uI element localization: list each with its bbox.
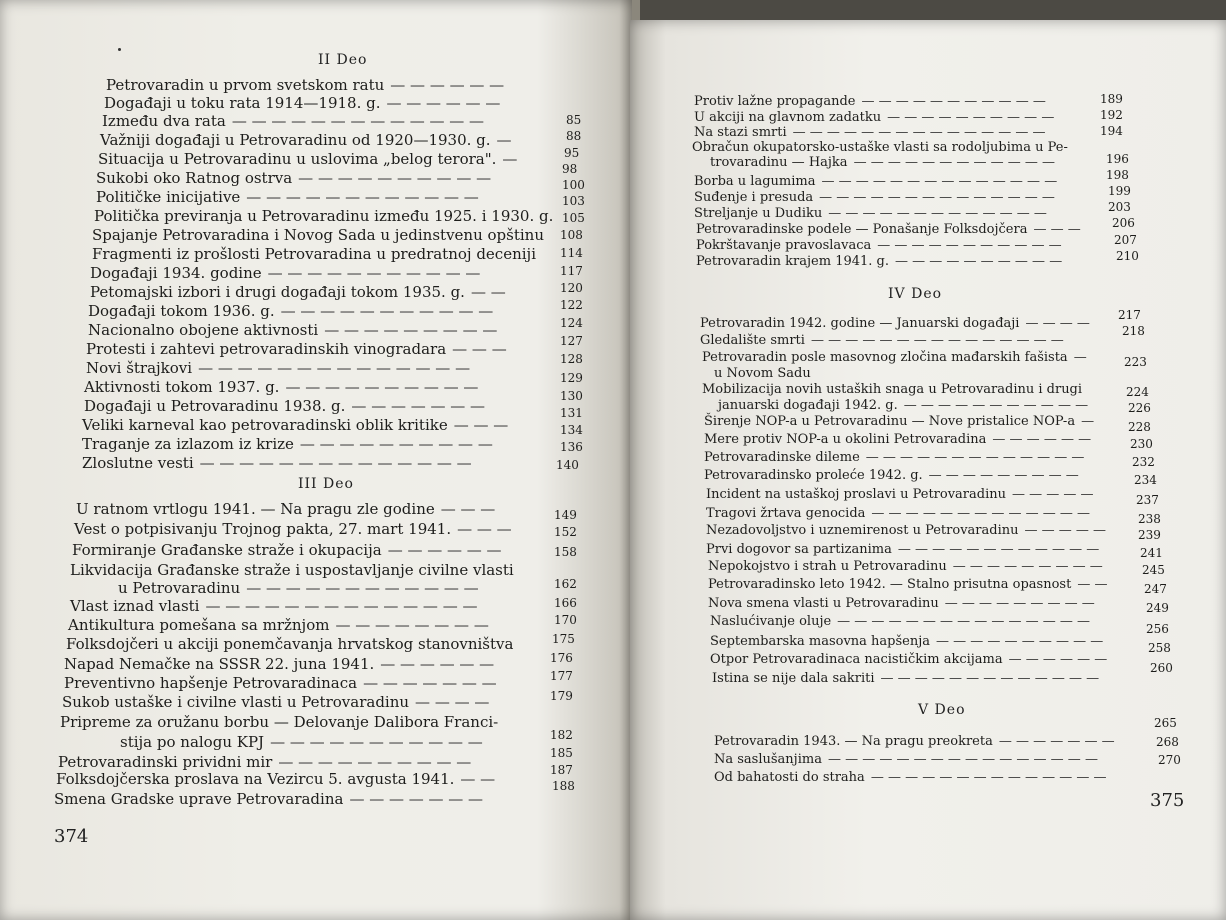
toc-page-number: 239 bbox=[1138, 528, 1161, 542]
leader-dashes: — — — — — — — — — — — — bbox=[246, 188, 479, 206]
leader-dashes: — — — — — — — — — — — — bbox=[246, 579, 479, 597]
toc-page-number: 149 bbox=[554, 508, 577, 522]
toc-entry-title: Širenje NOP-a u Petrovaradinu — Nove pristalice NOP-a bbox=[704, 414, 1076, 429]
toc-entry-title: Situacija u Petrovaradinu u uslovima „belog terora". bbox=[98, 150, 497, 168]
toc-page-number: 98 bbox=[562, 162, 578, 176]
toc-entry bbox=[702, 382, 1082, 397]
leader-dashes: — — — — — — — bbox=[349, 790, 484, 808]
toc-entry-title: Novi štrajkovi bbox=[86, 359, 193, 377]
leader-dashes: — — — — — — — — — — bbox=[299, 435, 493, 453]
leader-dashes: — — — — — — — — — — — — — — — bbox=[792, 125, 1046, 140]
toc-entry-title: Istina se nije dala sakriti bbox=[712, 671, 875, 686]
leader-dashes: — — — — — — — — — — — — — bbox=[871, 506, 1091, 521]
toc-entry bbox=[84, 378, 478, 396]
toc-entry bbox=[72, 541, 502, 559]
toc-entry bbox=[692, 140, 1068, 155]
toc-entry-title: Pripreme za oružanu borbu — Delovanje Dalibora Franci- bbox=[60, 713, 499, 731]
toc-entry-title: Aktivnosti tokom 1937. g. bbox=[84, 378, 280, 396]
leader-dashes: — — — — — — — bbox=[351, 397, 486, 415]
toc-entry-title: U akciji na glavnom zadatku bbox=[694, 110, 882, 125]
right-page-number: 375 bbox=[1150, 790, 1185, 811]
toc-page-number: 230 bbox=[1130, 437, 1153, 451]
toc-entry-title: Fragmenti iz prošlosti Petrovaradina u predratnoj deceniji bbox=[92, 245, 536, 263]
toc-page-number: 237 bbox=[1136, 493, 1159, 507]
toc-entry-title: Preventivno hapšenje Petrovaradinaca bbox=[64, 674, 358, 692]
toc-entry bbox=[706, 487, 1094, 502]
toc-entry-title: Traganje za izlazom iz krize bbox=[82, 435, 294, 453]
toc-page-number: 130 bbox=[560, 389, 583, 403]
toc-entry-title: Nepokojstvo i strah u Petrovaradinu bbox=[708, 559, 947, 574]
toc-entry-title: Smena Gradske uprave Petrovaradina bbox=[54, 790, 344, 808]
toc-entry-title: Mere protiv NOP-a u okolini Petrovaradina bbox=[704, 432, 987, 447]
toc-entry bbox=[60, 713, 498, 731]
toc-entry bbox=[694, 125, 1046, 140]
toc-entry-title: Likvidacija Građanske straže i uspostavljanje civilne vlasti bbox=[70, 561, 514, 579]
toc-page-number: 129 bbox=[560, 371, 583, 385]
toc-entry-title: Pokrštavanje pravoslavaca bbox=[696, 238, 872, 253]
toc-entry-title: Naslućivanje oluje bbox=[710, 614, 832, 629]
toc-page-number: 194 bbox=[1100, 124, 1123, 138]
toc-entry bbox=[82, 454, 472, 472]
leader-dashes: — — — — — — — — — — — — — — bbox=[819, 190, 1055, 205]
toc-page-number: 223 bbox=[1124, 355, 1147, 369]
toc-entry bbox=[710, 614, 1090, 629]
toc-entry bbox=[708, 577, 1107, 592]
toc-entry-title: u Novom Sadu bbox=[714, 366, 811, 381]
toc-page-number: 108 bbox=[560, 228, 583, 242]
toc-page-number: 88 bbox=[566, 129, 582, 143]
toc-page-number: 170 bbox=[554, 613, 577, 627]
toc-entry-title: Protiv lažne propagande bbox=[694, 94, 856, 109]
leader-dashes: — — — — — — — bbox=[998, 734, 1115, 749]
toc-entry bbox=[74, 520, 512, 538]
leader-dashes: — — — — — — — — — — — — bbox=[853, 155, 1056, 170]
toc-page-number: 234 bbox=[1134, 473, 1157, 487]
toc-page-number: 210 bbox=[1116, 249, 1139, 263]
leader-dashes: — — — — — — — — — — — — — — — bbox=[837, 614, 1091, 629]
leader-dashes: — — — bbox=[457, 520, 512, 538]
leader-dashes: — — — — — — — — — bbox=[324, 321, 498, 339]
leader-dashes: — — — — — — — — — — — — — — bbox=[205, 597, 478, 615]
toc-entry-title: Petrovaradin 1942. godine — Januarski događaji bbox=[700, 316, 1020, 331]
leader-dashes: — — — — — — — — — — bbox=[887, 110, 1055, 125]
leader-dashes: — — — — — — — — — — — — — — bbox=[198, 359, 471, 377]
leader-dashes: — — bbox=[1077, 577, 1108, 592]
toc-page-number: 114 bbox=[560, 246, 583, 260]
toc-entry bbox=[704, 468, 1079, 483]
section-heading: V Deo bbox=[918, 702, 966, 718]
toc-page-number: 177 bbox=[550, 669, 573, 683]
toc-entry bbox=[94, 207, 553, 225]
toc-entry-title: Vlast iznad vlasti bbox=[70, 597, 200, 615]
leader-dashes: — — — — — — — — — — — — — — bbox=[821, 174, 1058, 189]
toc-page-number: 265 bbox=[1154, 716, 1177, 730]
toc-entry-title: Na saslušanjima bbox=[714, 752, 822, 767]
toc-entry bbox=[64, 655, 494, 673]
toc-page-number: 176 bbox=[550, 651, 573, 665]
leader-dashes: — — — — — — — — — — — — — — — — bbox=[827, 752, 1098, 767]
leader-dashes: — — — — — — — — — — bbox=[936, 634, 1104, 649]
toc-page-number: 268 bbox=[1156, 735, 1179, 749]
toc-entry bbox=[82, 416, 508, 434]
leader-dashes: — — — — — — — — — — — bbox=[270, 733, 483, 751]
toc-page-number: 103 bbox=[562, 194, 585, 208]
toc-page-number: 127 bbox=[560, 334, 583, 348]
toc-entry bbox=[86, 340, 507, 358]
toc-page-number: 162 bbox=[554, 577, 577, 591]
toc-entry bbox=[68, 616, 489, 634]
leader-dashes: — — — — — — — — — — — bbox=[267, 264, 481, 282]
book-cover-edge bbox=[640, 0, 1226, 22]
toc-entry-title: Sukob ustaške i civilne vlasti u Petrovaradinu bbox=[62, 693, 410, 711]
toc-page-number: 188 bbox=[552, 779, 575, 793]
toc-entry-title: Od bahatosti do straha bbox=[714, 770, 865, 785]
toc-entry-title: Političke inicijative bbox=[96, 188, 241, 206]
toc-entry bbox=[708, 559, 1103, 574]
toc-entry-title: U ratnom vrtlogu 1941. — Na pragu zle godine bbox=[76, 500, 435, 518]
toc-entry bbox=[90, 283, 506, 301]
toc-page-number: 247 bbox=[1144, 582, 1167, 596]
leader-dashes: — — — — — bbox=[1024, 523, 1107, 538]
toc-entry bbox=[58, 753, 471, 771]
toc-entry bbox=[70, 561, 514, 579]
toc-entry-title: Između dva rata bbox=[102, 112, 226, 130]
leader-dashes: — — — bbox=[440, 500, 496, 518]
toc-page-number: 260 bbox=[1150, 661, 1173, 675]
toc-page-number: 187 bbox=[550, 763, 573, 777]
toc-page-number: 158 bbox=[554, 545, 577, 559]
leader-dashes: — — — — — — bbox=[387, 541, 502, 559]
toc-entry bbox=[120, 733, 483, 751]
toc-entry bbox=[104, 94, 500, 112]
toc-entry-title: Napad Nemačke na SSSR 22. juna 1941. bbox=[64, 655, 375, 673]
leader-dashes: — — — — — — — bbox=[363, 674, 497, 692]
toc-entry bbox=[694, 206, 1047, 221]
leader-dashes: — — — — — — — — bbox=[335, 616, 489, 634]
toc-entry-title: Vest o potpisivanju Trojnog pakta, 27. mart 1941. bbox=[74, 520, 452, 538]
toc-entry-title: Spajanje Petrovaradina i Novog Sada u jedinstvenu opštinu bbox=[92, 226, 544, 244]
toc-entry-title: Petrovaradinsko leto 1942. — Stalno prisutna opasnost bbox=[708, 577, 1072, 592]
leader-dashes: — bbox=[502, 150, 518, 168]
leader-dashes: — — — — — — — — — — — bbox=[861, 94, 1046, 109]
toc-entry-title: Petrovaradinske dileme bbox=[704, 450, 860, 465]
leader-dashes: — — — — — — — — — — — — — bbox=[880, 671, 1100, 686]
toc-entry bbox=[56, 770, 495, 788]
toc-entry-title: Petrovaradin u prvom svetskom ratu bbox=[106, 76, 385, 94]
toc-page-number: 256 bbox=[1146, 622, 1169, 636]
toc-entry-title: Prvi dogovor sa partizanima bbox=[706, 542, 892, 557]
toc-page-number: 217 bbox=[1118, 308, 1141, 322]
leader-dashes: — — — — — — — — — bbox=[928, 468, 1079, 483]
toc-entry bbox=[714, 770, 1107, 785]
toc-entry bbox=[84, 397, 485, 415]
toc-entry bbox=[694, 190, 1055, 205]
toc-entry bbox=[118, 579, 479, 597]
toc-page-number: 218 bbox=[1122, 324, 1145, 338]
toc-entry-title: Folksdojčeri u akciji ponemčavanja hrvatskog stanovništva bbox=[66, 635, 514, 653]
leader-dashes: — — — — — — — — — — — — — — bbox=[870, 770, 1107, 785]
leader-dashes: — — — — — — bbox=[380, 655, 495, 673]
toc-entry bbox=[100, 131, 512, 149]
toc-entry-title: januarski događaji 1942. g. bbox=[718, 398, 898, 413]
leader-dashes: — — — — — — bbox=[390, 76, 505, 94]
toc-entry bbox=[704, 432, 1091, 447]
toc-entry-title: Folksdojčerska proslava na Vezircu 5. avgusta 1941. bbox=[56, 770, 455, 788]
toc-entry-title: Antikultura pomešana sa mržnjom bbox=[68, 616, 330, 634]
toc-page-number: 95 bbox=[564, 146, 580, 160]
toc-page-number: 203 bbox=[1108, 200, 1131, 214]
toc-page-number: 249 bbox=[1146, 601, 1169, 615]
toc-entry bbox=[92, 245, 536, 263]
toc-entry bbox=[88, 302, 493, 320]
toc-page-number: 152 bbox=[554, 525, 577, 539]
toc-entry-title: Na stazi smrti bbox=[694, 125, 787, 140]
toc-entry-title: Petrovaradin 1943. — Na pragu preokreta bbox=[714, 734, 993, 749]
toc-entry-title: Incident na ustaškoj proslavi u Petrovaradinu bbox=[706, 487, 1006, 502]
leader-dashes: — bbox=[1081, 414, 1095, 429]
print-dot bbox=[118, 48, 121, 51]
leader-dashes: — — — — — — — — — — — — — — — bbox=[810, 333, 1064, 348]
toc-page-number: 100 bbox=[562, 178, 585, 192]
toc-entry bbox=[710, 652, 1107, 667]
toc-entry-title: Nova smena vlasti u Petrovaradinu bbox=[708, 596, 939, 611]
toc-entry-title: Petrovaradinske podele — Ponašanje Folksdojčera bbox=[696, 222, 1028, 237]
toc-page-number: 124 bbox=[560, 316, 583, 330]
toc-entry-title: Obračun okupatorsko-ustaške vlasti sa rodoljubima u Pe- bbox=[692, 140, 1068, 155]
toc-page-number: 228 bbox=[1128, 420, 1151, 434]
toc-entry bbox=[714, 734, 1115, 749]
toc-page-number: 166 bbox=[554, 596, 577, 610]
leader-dashes: — — — bbox=[1033, 222, 1081, 237]
leader-dashes: — bbox=[496, 131, 512, 149]
leader-dashes: — — bbox=[460, 770, 496, 788]
toc-entry bbox=[704, 450, 1084, 465]
leader-dashes: — — — bbox=[453, 416, 509, 434]
toc-entry bbox=[714, 366, 811, 381]
toc-entry-title: Mobilizacija novih ustaških snaga u Petrovaradinu i drugi bbox=[702, 382, 1083, 397]
toc-entry-title: Gledalište smrti bbox=[700, 333, 805, 348]
toc-page-number: 122 bbox=[560, 298, 583, 312]
toc-entry-title: Zloslutne vesti bbox=[82, 454, 194, 472]
toc-entry-title: Tragovi žrtava genocida bbox=[706, 506, 866, 521]
toc-page-number: 238 bbox=[1138, 512, 1161, 526]
toc-entry bbox=[88, 321, 497, 339]
left-page-number: 374 bbox=[54, 826, 89, 847]
section-heading: II Deo bbox=[318, 52, 368, 68]
leader-dashes: — — bbox=[470, 283, 506, 301]
toc-entry-title: Petrovaradin posle masovnog zločina mađarskih fašista bbox=[702, 350, 1068, 365]
leader-dashes: — — — — — — — — — — — bbox=[877, 238, 1062, 253]
toc-entry bbox=[96, 188, 479, 206]
toc-page-number: 185 bbox=[550, 746, 573, 760]
toc-page-number: 241 bbox=[1140, 546, 1163, 560]
toc-entry bbox=[708, 596, 1095, 611]
toc-entry bbox=[82, 435, 493, 453]
toc-entry-title: Nacionalno obojene aktivnosti bbox=[88, 321, 319, 339]
leader-dashes: — — — — — — — — — bbox=[944, 596, 1095, 611]
toc-entry bbox=[106, 76, 504, 94]
toc-page-number: 192 bbox=[1100, 108, 1123, 122]
leader-dashes: — — — — — — — — — — bbox=[285, 378, 479, 396]
toc-entry bbox=[92, 226, 544, 244]
toc-entry bbox=[706, 523, 1106, 538]
leader-dashes: — — — — — — — — — — bbox=[895, 254, 1063, 269]
toc-page-number: 128 bbox=[560, 352, 583, 366]
toc-entry bbox=[76, 500, 495, 518]
leader-dashes: — — — — — — — — — — — — bbox=[897, 542, 1100, 557]
toc-entry bbox=[718, 398, 1088, 413]
toc-page-number: 189 bbox=[1100, 92, 1123, 106]
toc-page-number: 131 bbox=[560, 406, 583, 420]
toc-entry bbox=[706, 506, 1090, 521]
toc-entry bbox=[66, 635, 513, 653]
toc-entry-title: Petrovaradin krajem 1941. g. bbox=[696, 254, 889, 269]
toc-entry bbox=[700, 333, 1064, 348]
toc-entry-title: u Petrovaradinu bbox=[118, 579, 241, 597]
toc-page-number: 245 bbox=[1142, 563, 1165, 577]
leader-dashes: — — — — — bbox=[1012, 487, 1094, 502]
toc-entry-title: Sukobi oko Ratnog ostrva bbox=[96, 169, 293, 187]
toc-entry bbox=[706, 542, 1099, 557]
toc-page-number: 198 bbox=[1106, 168, 1129, 182]
toc-page-number: 232 bbox=[1132, 455, 1155, 469]
toc-entry-title: Septembarska masovna hapšenja bbox=[710, 634, 931, 649]
toc-page-number: 226 bbox=[1128, 401, 1151, 415]
leader-dashes: — — — — — — — — — — bbox=[278, 753, 472, 771]
toc-entry-title: Važniji događaji u Petrovaradinu od 1920—1930. g. bbox=[100, 131, 491, 149]
leader-dashes: — — — bbox=[452, 340, 507, 358]
toc-entry-title: Događaji tokom 1936. g. bbox=[88, 302, 275, 320]
leader-dashes: — — — — — — — — — — — — — — bbox=[199, 454, 472, 472]
toc-entry-title: Događaji u Petrovaradinu 1938. g. bbox=[84, 397, 346, 415]
toc-entry-title: Protesti i zahtevi petrovaradinskih vinogradara bbox=[86, 340, 447, 358]
toc-entry-title: Politička previranja u Petrovaradinu između 1925. i 1930. g. bbox=[94, 207, 554, 225]
toc-entry bbox=[102, 112, 484, 130]
toc-entry bbox=[696, 222, 1081, 237]
toc-page-number: 140 bbox=[556, 458, 579, 472]
toc-page-number: 196 bbox=[1106, 152, 1129, 166]
toc-entry-title: Suđenje i presuda bbox=[694, 190, 814, 205]
toc-entry bbox=[704, 414, 1094, 429]
toc-entry-title: Petomajski izbori i drugi događaji tokom 1935. g. bbox=[90, 283, 465, 301]
toc-entry-title: Petrovaradinski prividni mir bbox=[58, 753, 273, 771]
toc-page-number: 117 bbox=[560, 264, 583, 278]
toc-page-number: 85 bbox=[566, 113, 582, 127]
toc-entry bbox=[696, 254, 1062, 269]
leader-dashes: — — — — bbox=[1025, 316, 1090, 331]
leader-dashes: — — — — — — — — — bbox=[952, 559, 1103, 574]
toc-page-number: 206 bbox=[1112, 216, 1135, 230]
toc-entry bbox=[70, 597, 477, 615]
toc-entry bbox=[694, 94, 1046, 109]
toc-entry-title: Otpor Petrovaradinaca nacističkim akcijama bbox=[710, 652, 1003, 667]
toc-entry bbox=[98, 150, 517, 168]
toc-entry bbox=[694, 110, 1054, 125]
toc-entry bbox=[714, 752, 1098, 767]
toc-entry-title: Veliki karneval kao petrovaradinski oblik kritike bbox=[82, 416, 448, 434]
leader-dashes: — — — — — — bbox=[1008, 652, 1108, 667]
leader-dashes: — — — — — — — — — — bbox=[298, 169, 492, 187]
toc-entry bbox=[712, 671, 1099, 686]
leader-dashes: — bbox=[1073, 350, 1087, 365]
leader-dashes: — — — — — — — — — — — — — bbox=[828, 206, 1047, 221]
toc-page-number: 199 bbox=[1108, 184, 1131, 198]
toc-page-number: 258 bbox=[1148, 641, 1171, 655]
toc-entry-title: trovaradinu — Hajka bbox=[710, 155, 848, 170]
toc-page-number: 179 bbox=[550, 689, 573, 703]
toc-entry-title: stija po nalogu KPJ bbox=[120, 733, 265, 751]
toc-entry bbox=[54, 790, 483, 808]
toc-page-number: 182 bbox=[550, 728, 573, 742]
toc-entry-title: Događaji u toku rata 1914—1918. g. bbox=[104, 94, 381, 112]
toc-entry bbox=[64, 674, 497, 692]
toc-page-number: 270 bbox=[1158, 753, 1181, 767]
toc-entry-title: Borba u lagumima bbox=[694, 174, 816, 189]
toc-entry bbox=[96, 169, 491, 187]
toc-page-number: 105 bbox=[562, 211, 585, 225]
toc-entry-title: Petrovaradinsko proleće 1942. g. bbox=[704, 468, 923, 483]
toc-entry bbox=[694, 174, 1057, 189]
toc-entry bbox=[62, 693, 489, 711]
toc-entry-title: Događaji 1934. godine bbox=[90, 264, 262, 282]
leader-dashes: — — — — — — bbox=[992, 432, 1092, 447]
leader-dashes: — — — — bbox=[415, 693, 490, 711]
toc-entry bbox=[86, 359, 470, 377]
toc-entry bbox=[710, 155, 1055, 170]
leader-dashes: — — — — — — — — — — — — — bbox=[231, 112, 485, 130]
leader-dashes: — — — — — — — — — — — — — bbox=[865, 450, 1085, 465]
toc-entry bbox=[710, 634, 1103, 649]
section-heading: IV Deo bbox=[888, 286, 943, 302]
section-heading: III Deo bbox=[298, 476, 354, 492]
toc-entry bbox=[696, 238, 1062, 253]
toc-entry-title: Formiranje Građanske straže i okupacija bbox=[72, 541, 382, 559]
toc-page-number: 207 bbox=[1114, 233, 1137, 247]
toc-entry bbox=[702, 350, 1087, 365]
leader-dashes: — — — — — — — — — — — bbox=[903, 398, 1089, 413]
toc-page-number: 136 bbox=[560, 440, 583, 454]
toc-entry-title: Streljanje u Dudiku bbox=[694, 206, 823, 221]
toc-page-number: 224 bbox=[1126, 385, 1149, 399]
toc-page-number: 175 bbox=[552, 632, 575, 646]
leader-dashes: — — — — — — bbox=[386, 94, 501, 112]
toc-entry bbox=[700, 316, 1090, 331]
leader-dashes: — — — — — — — — — — — bbox=[280, 302, 494, 320]
toc-entry bbox=[90, 264, 480, 282]
toc-page-number: 120 bbox=[560, 281, 583, 295]
toc-entry-title: Nezadovoljstvo i uznemirenost u Petrovaradinu bbox=[706, 523, 1019, 538]
toc-page-number: 134 bbox=[560, 423, 583, 437]
